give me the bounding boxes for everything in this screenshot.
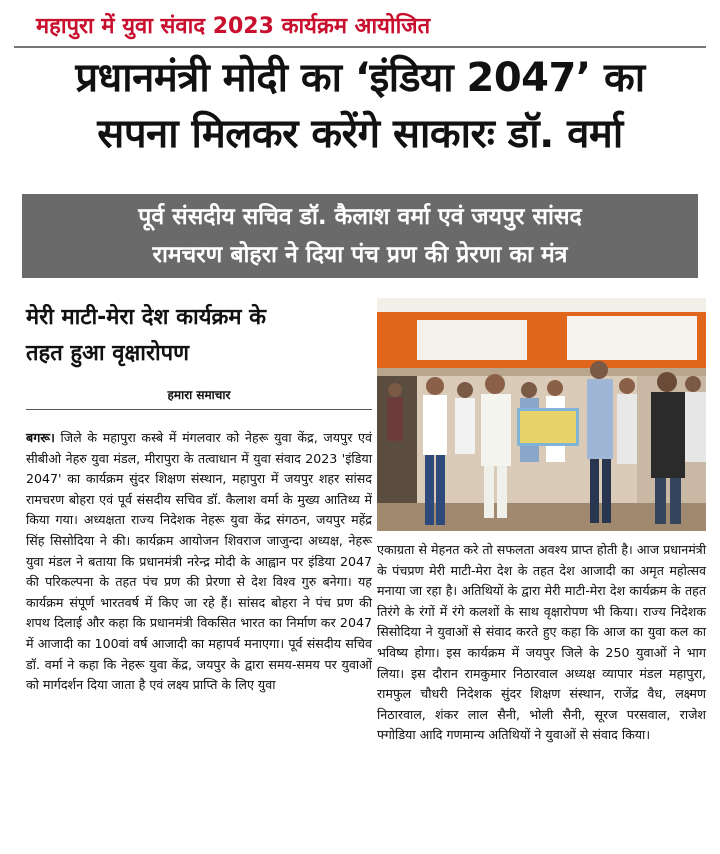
story-title-line-1: मेरी माटी-मेरा देश कार्यक्रम के (26, 305, 267, 330)
article-column-2 (377, 540, 706, 746)
byline-wrap (26, 384, 372, 410)
story-title-line-2: तहत हुआ वृक्षारोपण (26, 341, 190, 366)
news-photo (377, 298, 706, 531)
subheadline-bar (22, 194, 698, 278)
headline-line-2: सपना मिलकर करेंगे साकारः डॉ. वर्मा (97, 111, 623, 157)
story-title (26, 300, 366, 372)
kicker-strip (14, 6, 706, 48)
news-photo-illustration (377, 298, 706, 531)
headline (10, 50, 710, 162)
subheadline-line-1: पूर्व संसदीय सचिव डॉ. कैलाश वर्मा एवं जयपुर सांसद (138, 204, 582, 230)
kicker-text: महापुरा में युवा संवाद 2023 कार्यक्रम आयोजित (26, 9, 440, 43)
headline-line-1: प्रधानमंत्री मोदी का ‘इंडिया 2047’ का (75, 55, 645, 101)
article-column-1 (26, 428, 372, 696)
subheadline-line-2: रामचरण बोहरा ने दिया पंच प्रण की प्रेरणा का मंत्र (152, 242, 568, 268)
dateline: बगरू। (26, 430, 55, 445)
article-column-2-text: एकाग्रता से मेहनत करे तो सफलता अवश्य प्राप्त होती है। आज प्रधानमंत्री के पंचप्रण मेरी माटी-मेरा देश के तहत देश आजादी का अमृत महोत्सव मनाया जा रहा है। अतिथियों के द्वारा मेरी माटी-मेरा देश कार्यक्रम के तहत तिरंगे के रंगों में रंगे कलशों के साथ वृक्षारोपण भी किया। राज्य निदेशक सिसोदिया ने युवाओं से संवाद करते हुए कहा कि आज का युवा कल का भविष्य होगा। इस कार्यक्रम में जयपुर जिले के 250 युवाओं ने भाग लिया। इस दौरान रामकुमार निठारवाल अध्यक्ष व्यापार मंडल महापुरा, रामफुल चौधरी निदेशक सुंदर शिक्षण संस्थान, राजेंद्र वैध, लक्ष्मण निठारवाल, शंकर लाल सैनी, भोली सैनी, सूरज परसवाल, राजेश फ्गोडिया आदि गणमान्य अतिथियों ने युवाओं से संवाद किया। (377, 542, 706, 743)
byline: हमारा समाचार (167, 388, 231, 402)
article-column-1-text: जिले के महापुरा कस्बे में मंगलवार को नेहरू युवा केंद्र, जयपुर एवं सीबीओ नेहरु युवा मंडल, मीरापुरा के तत्वाधान में युवा संवाद 2023 'इंडिया 2047' का कार्यक्रम सुंदर शिक्षण संस्थान, महापुरा में जयपुर शहर सांसद रामचरण बोहरा एवं पूर्व संसदीय सचिव डॉ. कैलाश वर्मा के मुख्य आतिथ्य में किया गया। अध्यक्षता राज्य निदेशक नेहरू युवा केंद्र संगठन, जयपुर महेंद्र सिंह सिसोदिया ने की। कार्यक्रम आयोजन शिवराज जाजुन्दा अध्यक्ष, नेहरू युवा मंडल ने बताया कि प्रधानमंत्री नरेन्द्र मोदी के आह्वान पर इंडिया 2047 की परिकल्पना के तहत पंच प्रण की प्रेरणा से देश विश्व गुरु बनेगा। यह कार्यक्रम संपूर्ण भारतवर्ष में किए जा रहे हैं। सांसद बोहरा ने पंच प्रण की शपथ दिलाई और कहा कि प्रधानमंत्री विकसित भारत का निर्माण कर 2047 में आजादी का 100वां वर्ष आजादी का महापर्व मनाएगा। पूर्व संसदीय सचिव डॉ. वर्मा ने कहा कि नेहरू युवा केंद्र, जयपुर के द्वारा समय-समय पर युवाओं को मार्गदर्शन दिया जाता है एवं लक्ष्य प्राप्ति के लिए युवा (26, 430, 372, 693)
